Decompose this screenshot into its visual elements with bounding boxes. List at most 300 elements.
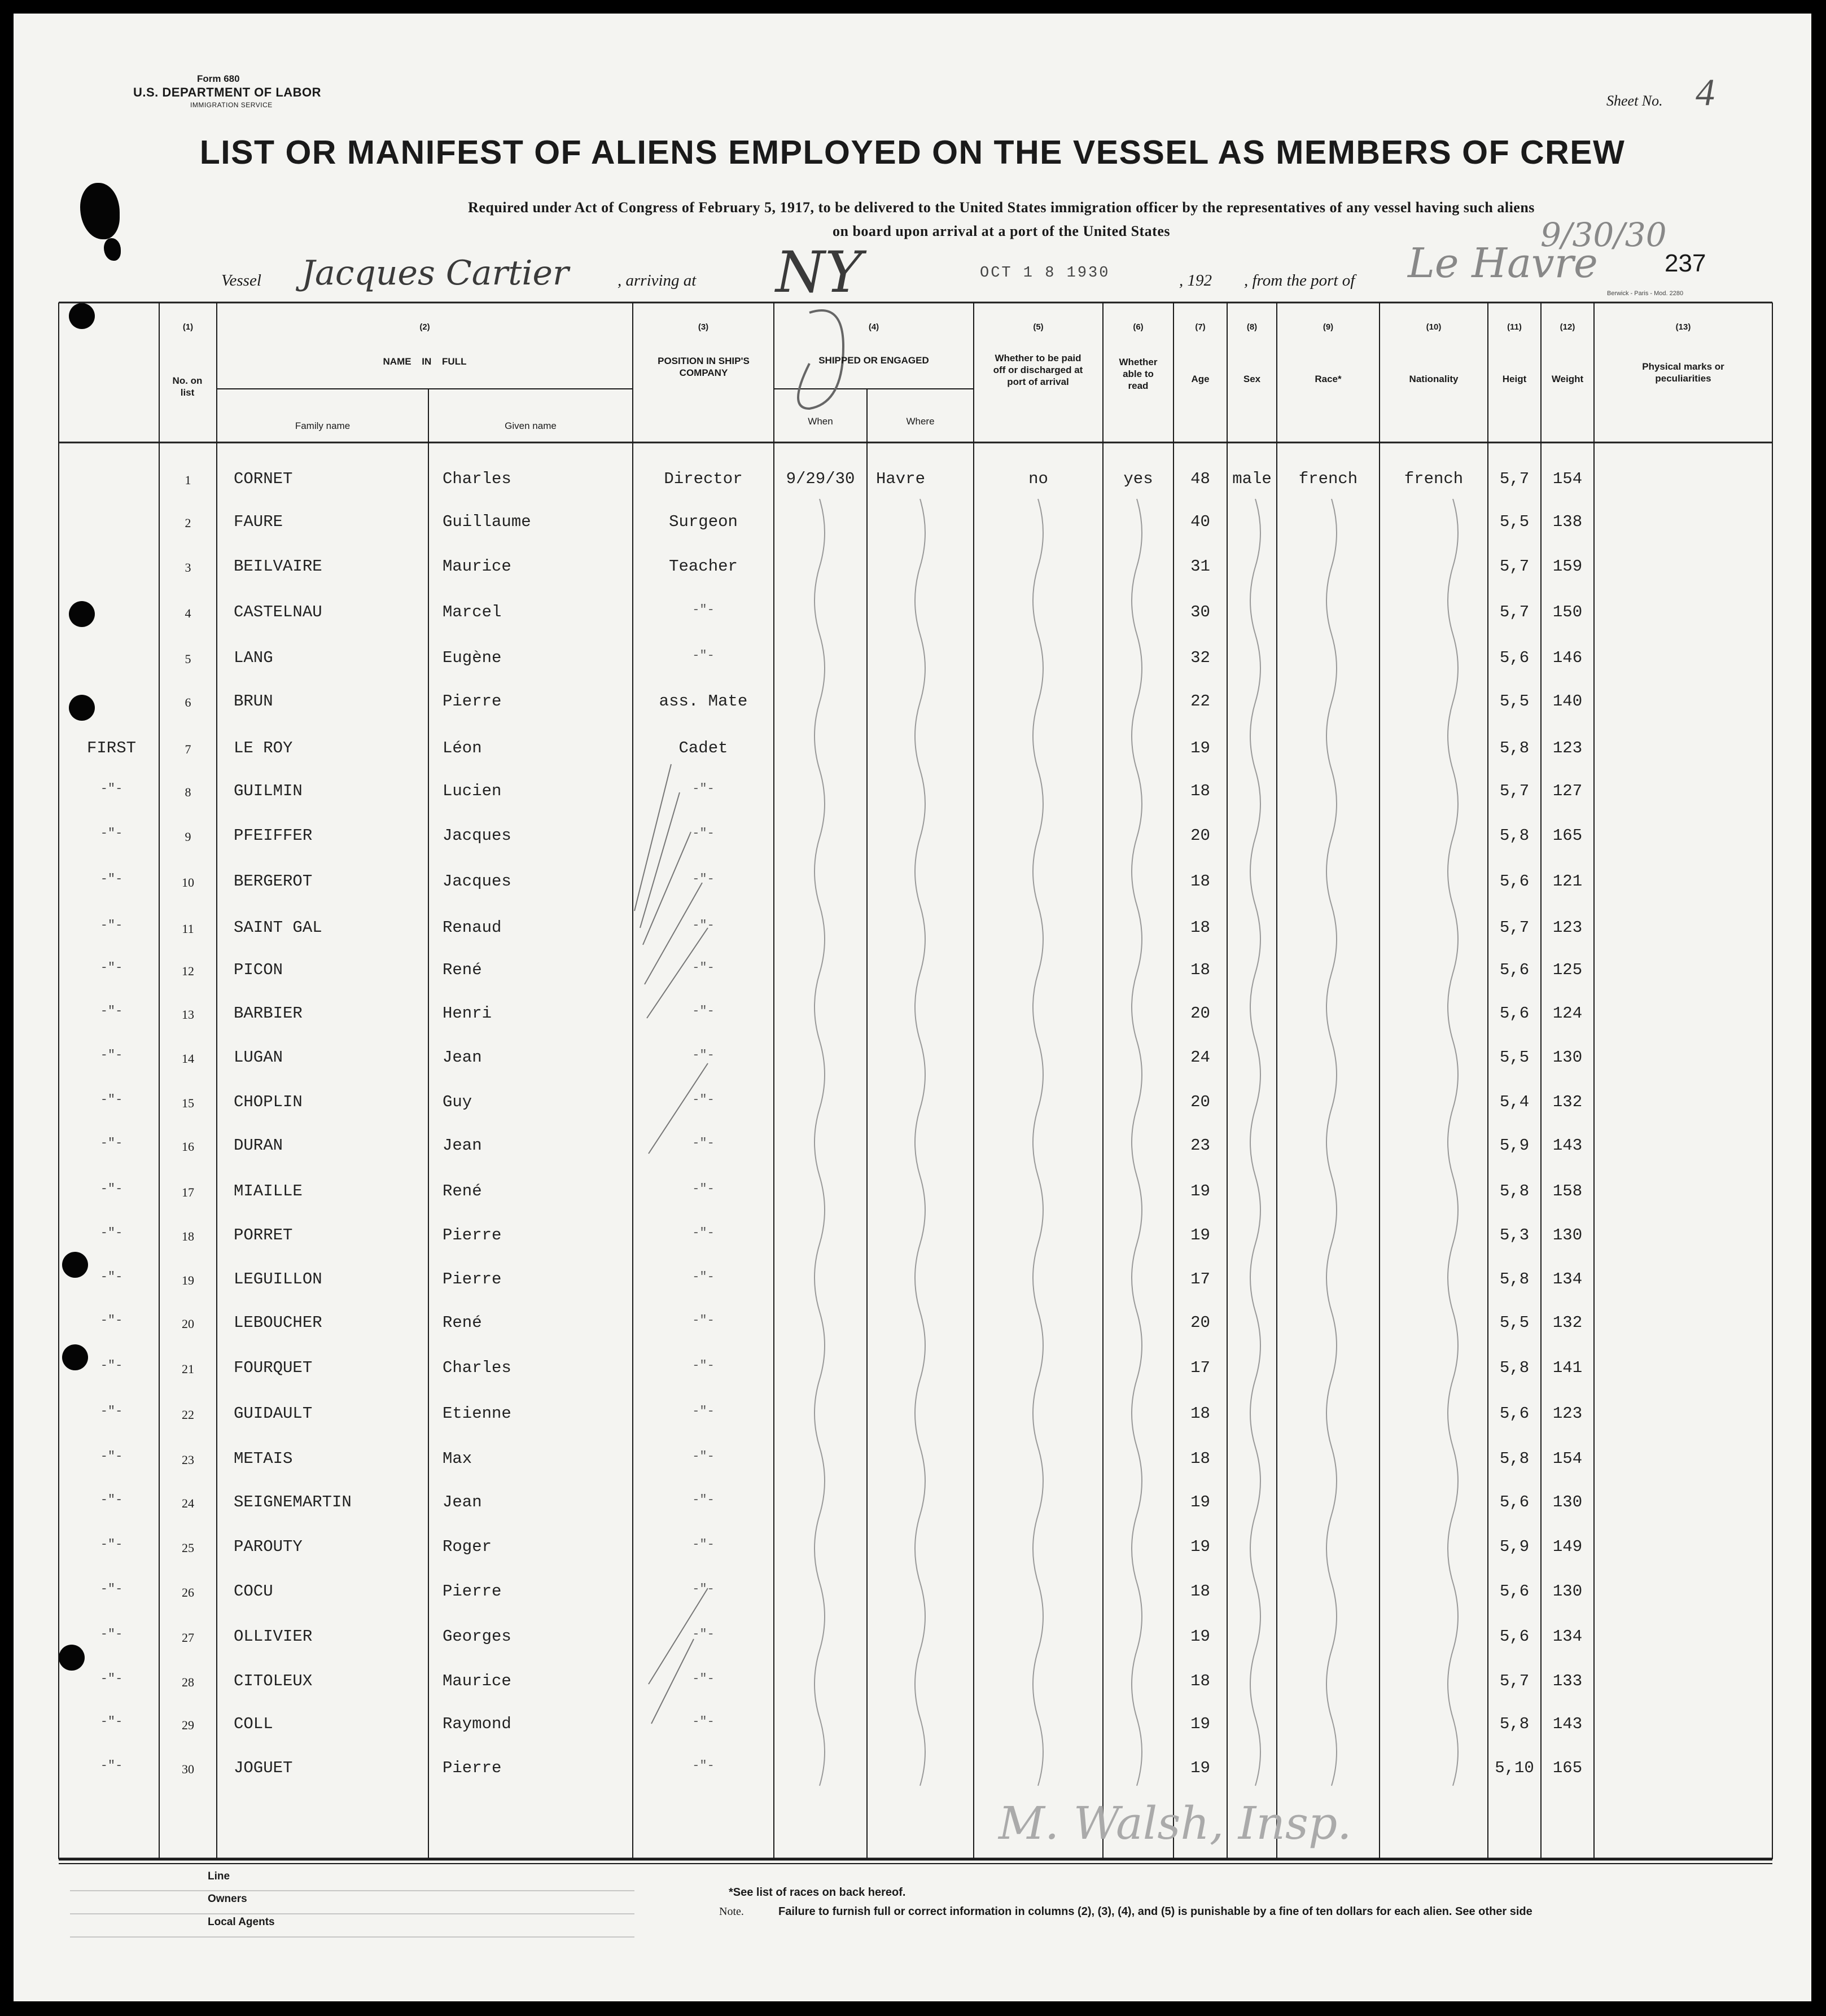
row-number: 30	[182, 1762, 194, 1776]
cell-age: 18	[1190, 1672, 1210, 1690]
cell-weight: 130	[1552, 1048, 1583, 1067]
department-name: U.S. DEPARTMENT OF LABOR	[133, 85, 322, 99]
cell-given: Etienne	[443, 1404, 511, 1423]
cell-position: -"-	[692, 648, 715, 663]
cell-when: 9/29/30	[786, 470, 855, 488]
row-number: 12	[182, 964, 194, 978]
cell-given: Max	[443, 1449, 472, 1468]
row-number: 18	[182, 1229, 194, 1243]
row-number: 21	[182, 1362, 194, 1376]
cell-where: Havre	[876, 470, 926, 488]
header-nationality: Nationality	[1409, 374, 1459, 384]
col-num-1: (1)	[182, 322, 194, 332]
cell-family: BRUN	[234, 692, 273, 711]
vessel-name: Jacques Cartier	[301, 253, 569, 293]
col-num-10: (10)	[1426, 322, 1442, 332]
ditto-strokes	[634, 764, 708, 1724]
cell-weight: 143	[1552, 1715, 1583, 1733]
cell-given: Jacques	[443, 826, 511, 845]
cell-given: Maurice	[443, 1672, 511, 1690]
cell-height: 5,5	[1499, 1048, 1530, 1067]
cell-height: 5,6	[1499, 648, 1530, 667]
cell-age: 18	[1190, 872, 1210, 891]
cell-position: Cadet	[678, 739, 728, 757]
row-number: 24	[182, 1496, 194, 1510]
cell-given: Jacques	[443, 872, 511, 891]
row-number: 7	[185, 742, 191, 756]
header-weight: Weight	[1551, 374, 1584, 384]
cell-height: 5,3	[1499, 1226, 1530, 1244]
vessel-label: Vessel	[221, 271, 261, 290]
cell-weight: 140	[1552, 692, 1583, 711]
cell-weight: 149	[1552, 1537, 1583, 1556]
cell-given: Pierre	[443, 1582, 502, 1601]
page-number: 237	[1665, 249, 1706, 277]
cell-family: MIAILLE	[234, 1182, 303, 1200]
row-number: 25	[182, 1541, 194, 1555]
cell-given: Renaud	[443, 918, 502, 937]
cell-position: -"-	[692, 782, 715, 796]
from-port-label: , from the port of	[1244, 271, 1355, 290]
printer-mark: Berwick - Paris - Mod. 2280	[1607, 290, 1684, 297]
cell-age: 18	[1190, 1582, 1210, 1601]
cell-class: -"-	[100, 961, 123, 975]
cell-family: GUILMIN	[234, 782, 303, 800]
cell-given: Marcel	[443, 603, 502, 621]
cell-height: 5,9	[1499, 1537, 1530, 1556]
cell-age: 18	[1190, 1404, 1210, 1423]
cell-position: -"-	[692, 1270, 715, 1284]
cell-position: -"-	[692, 1759, 715, 1773]
cell-weight: 141	[1552, 1358, 1583, 1377]
cell-paid-off: no	[1028, 470, 1048, 488]
cell-class: -"-	[100, 1759, 123, 1773]
cell-given: Guillaume	[443, 512, 531, 531]
cell-position: -"-	[692, 1672, 715, 1686]
cell-position: Director	[664, 470, 743, 488]
cell-age: 18	[1190, 918, 1210, 937]
col-num-6: (6)	[1133, 322, 1144, 332]
header-no-on-list: No. on list	[172, 375, 203, 398]
cell-class: -"-	[100, 1004, 123, 1018]
row-number: 20	[182, 1317, 194, 1331]
footer-line-label: Line	[208, 1870, 230, 1882]
year-label: , 192	[1179, 271, 1212, 290]
cell-age: 48	[1190, 470, 1210, 488]
cell-weight: 134	[1552, 1270, 1583, 1289]
sheet-number: 4	[1696, 71, 1715, 113]
footer-owners-label: Owners	[208, 1893, 247, 1905]
row-number: 5	[185, 652, 191, 666]
cell-family: BEILVAIRE	[234, 557, 322, 576]
cell-given: Raymond	[443, 1715, 511, 1733]
races-note: *See list of races on back hereof.	[729, 1886, 906, 1899]
cell-age: 20	[1190, 1004, 1210, 1023]
cell-family: FAURE	[234, 512, 283, 531]
cell-given: Lucien	[443, 782, 502, 800]
cell-given: René	[443, 1182, 482, 1200]
cell-family: OLLIVIER	[234, 1627, 313, 1646]
cell-weight: 123	[1552, 739, 1583, 757]
cell-weight: 150	[1552, 603, 1583, 621]
cell-class: -"-	[100, 1358, 123, 1373]
cell-class: -"-	[100, 1048, 123, 1062]
col-num-11: (11)	[1507, 322, 1522, 332]
row-number: 22	[182, 1408, 194, 1422]
header-sex: Sex	[1243, 374, 1261, 384]
cell-family: DURAN	[234, 1136, 283, 1155]
arriving-port: NY	[776, 239, 862, 305]
cell-position: -"-	[692, 1404, 715, 1418]
row-number: 10	[182, 875, 194, 889]
cell-height: 5,8	[1499, 826, 1530, 845]
cell-class: -"-	[100, 1672, 123, 1686]
cell-weight: 158	[1552, 1182, 1583, 1200]
row-number: 16	[182, 1140, 194, 1154]
cell-class: -"-	[100, 1715, 123, 1729]
row-number: 4	[185, 606, 191, 620]
cell-given: Pierre	[443, 692, 502, 711]
col-num-3: (3)	[698, 322, 709, 332]
cell-weight: 124	[1552, 1004, 1583, 1023]
cell-height: 5,6	[1499, 1582, 1530, 1601]
cell-family: JOGUET	[234, 1759, 293, 1777]
cell-height: 5,8	[1499, 1449, 1530, 1468]
cell-family: CITOLEUX	[234, 1672, 313, 1690]
cell-family: SEIGNEMARTIN	[234, 1493, 352, 1511]
cell-class: -"-	[100, 1449, 123, 1463]
cell-class: -"-	[100, 872, 123, 886]
row-number: 6	[185, 695, 191, 709]
cell-class: -"-	[100, 1313, 123, 1327]
cell-given: Jean	[443, 1493, 482, 1511]
cell-given: Pierre	[443, 1759, 502, 1777]
cell-weight: 130	[1552, 1226, 1583, 1244]
cell-position: -"-	[692, 1136, 715, 1150]
cell-given: René	[443, 961, 482, 979]
handwritten-date: 9/30/30	[1540, 216, 1667, 254]
wavy-ditto-lines	[798, 310, 1458, 1786]
cell-position: -"-	[692, 1048, 715, 1062]
cell-height: 5,6	[1499, 1404, 1530, 1423]
cell-position: Surgeon	[669, 512, 738, 531]
cell-weight: 130	[1552, 1582, 1583, 1601]
cell-weight: 130	[1552, 1493, 1583, 1511]
cell-class: -"-	[100, 1136, 123, 1150]
header-paid-off: Whether to be paid off or discharged at port of arrival	[993, 353, 1083, 387]
cell-position: -"-	[692, 961, 715, 975]
note-text: Failure to furnish full or correct information in columns (2), (3), (4), and (5) is punishable by a fine of ten dollars for each alien. See other side	[778, 1905, 1532, 1918]
cell-family: LANG	[234, 648, 273, 667]
cell-height: 5,5	[1499, 512, 1530, 531]
cell-height: 5,8	[1499, 1715, 1530, 1733]
cell-class: FIRST	[86, 739, 136, 757]
cell-age: 19	[1190, 1537, 1210, 1556]
cell-family: CHOPLIN	[234, 1093, 303, 1111]
header-shipped-engaged: SHIPPED OR ENGAGED	[818, 355, 929, 366]
inspector-signature: M. Walsh, Insp.	[999, 1797, 1352, 1850]
cell-position: -"-	[692, 918, 715, 932]
cell-weight: 127	[1552, 782, 1583, 800]
col-num-8: (8)	[1246, 322, 1258, 332]
cell-family: GUIDAULT	[234, 1404, 313, 1423]
row-number: 23	[182, 1453, 194, 1467]
cell-age: 31	[1190, 557, 1210, 576]
row-number: 17	[182, 1185, 194, 1199]
cell-age: 19	[1190, 1759, 1210, 1777]
cell-read: yes	[1123, 470, 1153, 488]
cell-height: 5,6	[1499, 1493, 1530, 1511]
from-port: Le Havre	[1408, 239, 1598, 287]
cell-family: PICON	[234, 961, 283, 979]
col-num-9: (9)	[1323, 322, 1334, 332]
header-when: When	[808, 416, 833, 427]
row-number: 9	[185, 830, 191, 844]
cell-family: BARBIER	[234, 1004, 303, 1023]
cell-weight: 133	[1552, 1672, 1583, 1690]
cell-height: 5,6	[1499, 872, 1530, 891]
cell-weight: 138	[1552, 512, 1583, 531]
cell-family: SAINT GAL	[234, 918, 322, 937]
cell-weight: 154	[1552, 470, 1583, 488]
cell-age: 19	[1190, 1182, 1210, 1200]
cell-height: 5,7	[1499, 782, 1530, 800]
cell-height: 5,6	[1499, 1004, 1530, 1023]
cell-weight: 132	[1552, 1093, 1583, 1111]
col-num-13: (13)	[1675, 322, 1691, 332]
cell-weight: 132	[1552, 1313, 1583, 1332]
header-name-in-full: NAME IN FULL	[383, 356, 467, 367]
cell-weight: 121	[1552, 872, 1583, 891]
cell-weight: 154	[1552, 1449, 1583, 1468]
cell-age: 17	[1190, 1358, 1210, 1377]
col-num-4: (4)	[868, 322, 879, 332]
cell-age: 18	[1190, 782, 1210, 800]
cell-family: COLL	[234, 1715, 273, 1733]
row-number: 3	[185, 560, 191, 575]
cell-class: -"-	[100, 826, 123, 840]
cell-age: 19	[1190, 1627, 1210, 1646]
cell-class: -"-	[100, 1627, 123, 1641]
header-family-name: Family name	[295, 420, 351, 431]
cell-age: 19	[1190, 1226, 1210, 1244]
cell-given: Léon	[443, 739, 482, 757]
cell-class: -"-	[100, 1226, 123, 1240]
cell-given: Jean	[443, 1048, 482, 1067]
date-stamp: OCT 1 8 1930	[980, 265, 1110, 282]
manifest-sheet	[14, 14, 1811, 2001]
cell-family: LEGUILLON	[234, 1270, 322, 1289]
cell-height: 5,7	[1499, 918, 1530, 937]
cell-weight: 125	[1552, 961, 1583, 979]
cell-height: 5,4	[1499, 1093, 1530, 1111]
header-age: Age	[1191, 374, 1210, 384]
cell-given: Pierre	[443, 1270, 502, 1289]
cell-age: 18	[1190, 1449, 1210, 1468]
cell-family: PFEIFFER	[234, 826, 313, 845]
row-number: 27	[182, 1631, 194, 1645]
cell-given: Guy	[443, 1093, 472, 1111]
cell-weight: 143	[1552, 1136, 1583, 1155]
cell-given: Henri	[443, 1004, 492, 1023]
cell-height: 5,9	[1499, 1136, 1530, 1155]
cell-family: LUGAN	[234, 1048, 283, 1067]
cell-weight: 123	[1552, 1404, 1583, 1423]
row-number: 29	[182, 1718, 194, 1732]
form-number: Form 680	[197, 73, 240, 84]
cell-age: 19	[1190, 1493, 1210, 1511]
cell-family: PAROUTY	[234, 1537, 303, 1556]
cell-age: 20	[1190, 1093, 1210, 1111]
col-num-5: (5)	[1033, 322, 1044, 332]
row-number: 11	[182, 922, 194, 936]
cell-position: -"-	[692, 1358, 715, 1373]
cell-height: 5,7	[1499, 603, 1530, 621]
cell-class: -"-	[100, 1182, 123, 1196]
subtitle-line-2: on board upon arrival at a port of the United States	[832, 223, 1170, 239]
cell-family: CORNET	[234, 470, 293, 488]
cell-weight: 159	[1552, 557, 1583, 576]
cell-family: FOURQUET	[234, 1358, 313, 1377]
cell-family: METAIS	[234, 1449, 293, 1468]
cell-height: 5,6	[1499, 1627, 1530, 1646]
cell-position: Teacher	[669, 557, 738, 576]
cell-age: 24	[1190, 1048, 1210, 1067]
cell-given: Georges	[443, 1627, 511, 1646]
cell-given: Pierre	[443, 1226, 502, 1244]
cell-class: -"-	[100, 1404, 123, 1418]
cell-position: -"-	[692, 826, 715, 840]
row-number: 15	[182, 1096, 194, 1110]
row-number: 13	[182, 1007, 194, 1022]
header-position: POSITION IN SHIP'S COMPANY	[658, 356, 750, 378]
cell-position: -"-	[692, 1182, 715, 1196]
cell-weight: 165	[1552, 1759, 1583, 1777]
cell-height: 5,7	[1499, 557, 1530, 576]
cell-given: Charles	[443, 1358, 511, 1377]
cell-position: -"-	[692, 1537, 715, 1552]
cell-height: 5,5	[1499, 1313, 1530, 1332]
cell-age: 19	[1190, 1715, 1210, 1733]
row-number: 14	[182, 1051, 194, 1066]
cell-height: 5,5	[1499, 692, 1530, 711]
row-number: 1	[185, 473, 191, 487]
note-label: Note.	[719, 1905, 744, 1918]
cell-position: -"-	[692, 1226, 715, 1240]
cell-given: Charles	[443, 470, 511, 488]
row-number: 19	[182, 1273, 194, 1287]
cell-race: french	[1298, 470, 1358, 488]
cell-age: 32	[1190, 648, 1210, 667]
cell-nationality: french	[1404, 470, 1464, 488]
row-number: 8	[185, 785, 191, 799]
page-title: LIST OR MANIFEST OF ALIENS EMPLOYED ON THE VESSEL AS MEMBERS OF CREW	[199, 134, 1626, 171]
col-num-12: (12)	[1560, 322, 1575, 332]
cell-class: -"-	[100, 1493, 123, 1507]
cell-age: 40	[1190, 512, 1210, 531]
cell-position: -"-	[692, 1313, 715, 1327]
cell-height: 5,8	[1499, 1270, 1530, 1289]
cell-class: -"-	[100, 1270, 123, 1284]
subtitle-line-1: Required under Act of Congress of February 5, 1917, to be delivered to the United States immigration officer by the representatives of any vessel having such aliens	[468, 199, 1535, 216]
row-number: 2	[185, 516, 191, 530]
header-given-name: Given name	[505, 420, 557, 431]
cell-age: 17	[1190, 1270, 1210, 1289]
cell-position: -"-	[692, 1582, 715, 1596]
cell-weight: 146	[1552, 648, 1583, 667]
header-height: Heigt	[1502, 374, 1527, 384]
arriving-label: , arriving at	[618, 271, 697, 290]
cell-age: 22	[1190, 692, 1210, 711]
cell-age: 23	[1190, 1136, 1210, 1155]
cell-class: -"-	[100, 1582, 123, 1596]
cell-position: -"-	[692, 1449, 715, 1463]
header-able-to-read: Whether able to read	[1119, 357, 1158, 391]
cell-family: COCU	[234, 1582, 273, 1601]
cell-weight: 134	[1552, 1627, 1583, 1646]
cell-height: 5,7	[1499, 1672, 1530, 1690]
cell-position: -"-	[692, 1093, 715, 1107]
cell-class: -"-	[100, 782, 123, 796]
sheet-label: Sheet No.	[1606, 93, 1663, 109]
service-name: IMMIGRATION SERVICE	[190, 101, 273, 109]
cell-position: -"-	[692, 1493, 715, 1507]
cell-position: -"-	[692, 872, 715, 886]
cell-age: 18	[1190, 961, 1210, 979]
cell-sex: male	[1232, 470, 1272, 488]
cell-class: -"-	[100, 1093, 123, 1107]
cell-height: 5,6	[1499, 961, 1530, 979]
header-where: Where	[906, 416, 935, 427]
cell-given: Roger	[443, 1537, 492, 1556]
cell-height: 5,7	[1499, 470, 1530, 488]
cell-age: 19	[1190, 739, 1210, 757]
cell-class: -"-	[100, 1537, 123, 1552]
cell-age: 30	[1190, 603, 1210, 621]
cell-family: BERGEROT	[234, 872, 313, 891]
cell-given: Maurice	[443, 557, 511, 576]
cell-position: ass. Mate	[659, 692, 748, 711]
cell-family: CASTELNAU	[234, 603, 322, 621]
cell-given: Jean	[443, 1136, 482, 1155]
cell-height: 5,10	[1495, 1759, 1534, 1777]
cell-given: Eugène	[443, 648, 502, 667]
cell-given: René	[443, 1313, 482, 1332]
col-num-7: (7)	[1195, 322, 1206, 332]
header-physical-marks: Physical marks or peculiarities	[1642, 361, 1724, 384]
cell-position: -"-	[692, 1715, 715, 1729]
cell-weight: 123	[1552, 918, 1583, 937]
cell-class: -"-	[100, 918, 123, 932]
row-number: 26	[182, 1585, 194, 1599]
row-number: 28	[182, 1675, 194, 1689]
footer-local-agents-label: Local Agents	[208, 1916, 275, 1928]
cell-position: -"-	[692, 1627, 715, 1641]
cell-family: LEBOUCHER	[234, 1313, 322, 1332]
cell-family: PORRET	[234, 1226, 293, 1244]
cell-height: 5,8	[1499, 739, 1530, 757]
cell-position: -"-	[692, 603, 715, 617]
header-race: Race*	[1315, 374, 1342, 384]
cell-height: 5,8	[1499, 1182, 1530, 1200]
cell-age: 20	[1190, 1313, 1210, 1332]
cell-weight: 165	[1552, 826, 1583, 845]
cell-age: 20	[1190, 826, 1210, 845]
cell-family: LE ROY	[234, 739, 293, 757]
col-num-2: (2)	[419, 322, 430, 332]
cell-height: 5,8	[1499, 1358, 1530, 1377]
cell-position: -"-	[692, 1004, 715, 1018]
